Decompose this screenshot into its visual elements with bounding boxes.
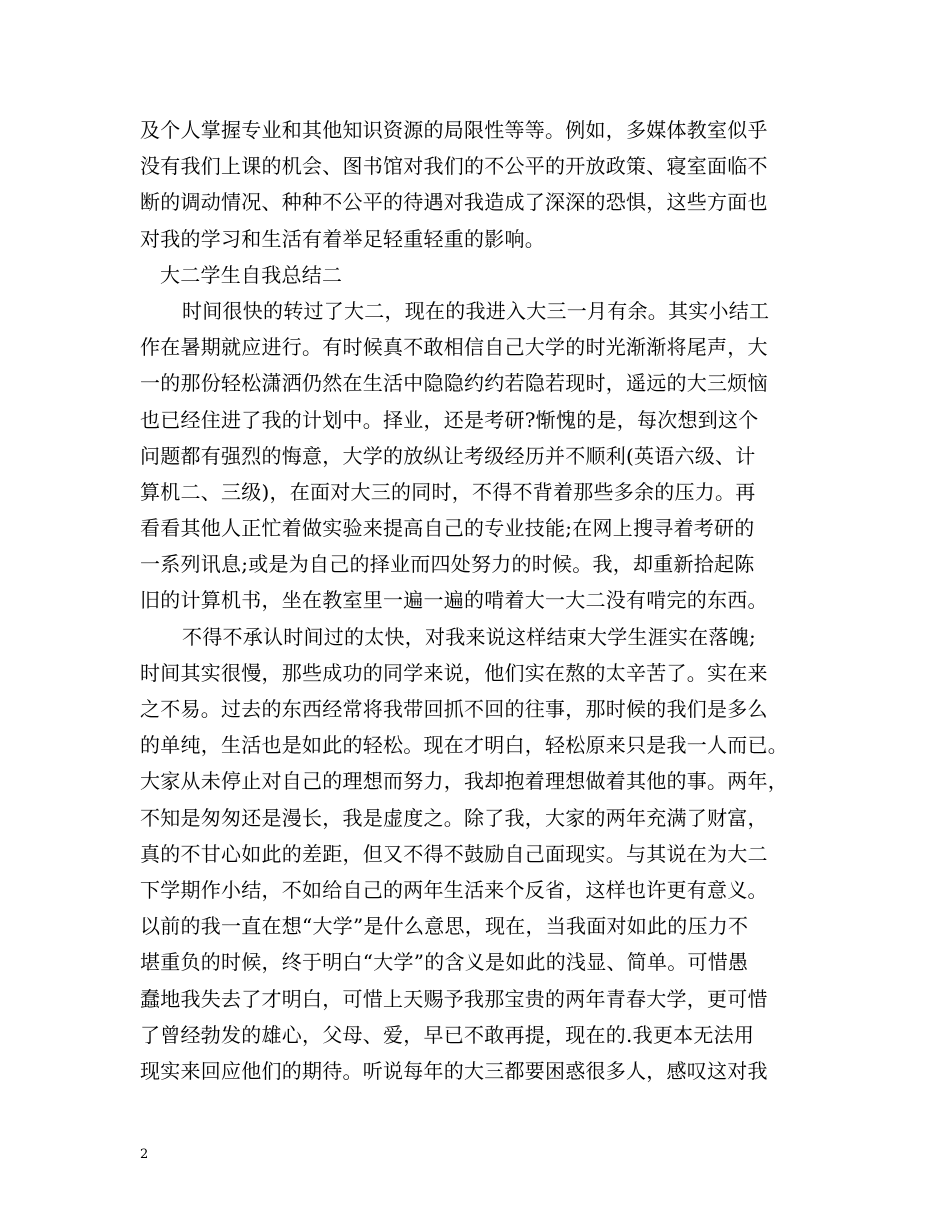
text-line: 大家从未停止对自己的理想而努力，我却抱着理想做着其他的事。两年， <box>140 769 788 794</box>
text-line: 蠢地我失去了才明白，可惜上天赐予我那宝贵的两年青春大学，更可惜 <box>140 986 768 1011</box>
text-line: 没有我们上课的机会、图书馆对我们的不公平的开放政策、寝室面临不 <box>140 154 768 179</box>
text-line: 对我的学习和生活有着举足轻重轻重的影响。 <box>140 226 545 251</box>
text-line: 了曾经勃发的雄心，父母、爱，早已不敢再提，现在的.我更本无法用 <box>140 1022 755 1047</box>
text-line: 作在暑期就应进行。有时候真不敢相信自己大学的时光渐渐将尾声，大 <box>140 335 768 360</box>
text-line: 断的调动情况、种种不公平的待遇对我造成了深深的恐惧，这些方面也 <box>140 190 768 215</box>
text-line: 下学期作小结，不如给自己的两年生活来个反省，这样也许更有意义。 <box>140 877 768 902</box>
text-line: 看看其他人正忙着做实验来提高自己的专业技能;在网上搜寻着考研的 <box>140 516 755 541</box>
text-line: 也已经住进了我的计划中。择业，还是考研?惭愧的是，每次想到这个 <box>140 407 759 432</box>
text-line: 的单纯，生活也是如此的轻松。现在才明白，轻松原来只是我一人而已。 <box>140 733 788 758</box>
text-line: 不知是匆匆还是漫长，我是虚度之。除了我，大家的两年充满了财富， <box>140 805 768 830</box>
paragraph-first-line: 时间很快的转过了大二，现在的我进入大三一月有余。其实小结工 <box>182 298 770 323</box>
section-heading: 大二学生自我总结二 <box>160 262 343 287</box>
text-line: 真的不甘心如此的差距，但又不得不鼓励自己面现实。与其说在为大二 <box>140 841 768 866</box>
text-line: 现实来回应他们的期待。听说每年的大三都要困惑很多人，感叹这对我 <box>140 1058 768 1083</box>
text-line: 一系列讯息;或是为自己的择业而四处努力的时候。我，却重新拾起陈 <box>140 552 755 577</box>
text-line: 问题都有强烈的悔意，大学的放纵让考级经历并不顺利(英语六级、计 <box>140 443 756 468</box>
text-line: 时间其实很慢，那些成功的同学来说，他们实在熬的太辛苦了。实在来 <box>140 660 768 685</box>
text-line: 旧的计算机书，坐在教室里一遍一遍的啃着大一大二没有啃完的东西。 <box>140 588 768 613</box>
text-line: 及个人掌握专业和其他知识资源的局限性等等。例如，多媒体教室似乎 <box>140 118 768 142</box>
paragraph-first-line: 不得不承认时间过的太快，对我来说这样结束大学生涯实在落魄; <box>182 624 756 649</box>
text-line: 以前的我一直在想“大学”是什么意思，现在，当我面对如此的压力不 <box>140 914 749 939</box>
text-line: 一的那份轻松潇洒仍然在生活中隐隐约约若隐若现时，遥远的大三烦恼 <box>140 371 768 396</box>
page-number: 2 <box>140 1147 149 1162</box>
text-line: 之不易。过去的东西经常将我带回抓不回的往事，那时候的我们是多么 <box>140 697 768 721</box>
text-line: 算机二、三级)，在面对大三的同时，不得不背着那些多余的压力。再 <box>140 479 756 504</box>
body-text <box>140 112 830 1089</box>
text-line: 堪重负的时候，终于明白“大学”的含义是如此的浅显、简单。可惜愚 <box>140 950 749 975</box>
